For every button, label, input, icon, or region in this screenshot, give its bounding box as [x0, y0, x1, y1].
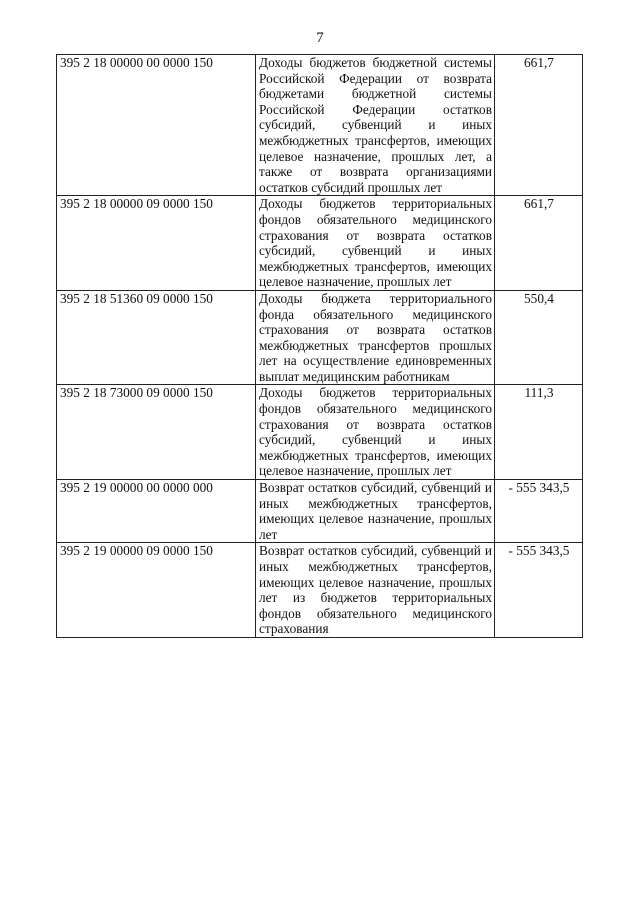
table-row — [57, 290, 583, 385]
table-row — [57, 196, 583, 291]
revenue-description: Возврат остатков субсидий, субвенций и иных межбюджетных трансфертов, имеющих целевое назначение, прошлых лет из бюджетов территориальных фондов обязательного медицинского страхования — [256, 543, 495, 638]
table-row — [57, 480, 583, 543]
amount-value: 111,3 — [495, 385, 583, 480]
amount-value: - 555 343,5 — [495, 480, 583, 543]
budget-revenue-table — [56, 54, 583, 638]
budget-classification-code: 395 2 18 51360 09 0000 150 — [57, 290, 256, 385]
budget-classification-code: 395 2 18 00000 09 0000 150 — [57, 196, 256, 291]
revenue-description: Доходы бюджетов бюджетной системы Российской Федерации от возврата бюджетами бюджетной системы Российской Федерации остатков субсидий, субвенций и иных межбюджетных трансфертов, имеющих целевое назначение, прошлых лет, а также от возврата организациями остатков субсидий прошлых лет — [256, 55, 495, 196]
revenue-description: Доходы бюджета территориального фонда обязательного медицинского страхования от возврата остатков межбюджетных трансфертов прошлых лет на осуществление единовременных выплат медицинским работникам — [256, 290, 495, 385]
page-number: 7 — [316, 30, 324, 46]
table-row — [57, 543, 583, 638]
budget-classification-code: 395 2 19 00000 00 0000 000 — [57, 480, 256, 543]
table-row — [57, 385, 583, 480]
amount-value: 661,7 — [495, 196, 583, 291]
revenue-description: Возврат остатков субсидий, субвенций и иных межбюджетных трансфертов, имеющих целевое назначение, прошлых лет — [256, 480, 495, 543]
budget-classification-code: 395 2 18 00000 00 0000 150 — [57, 55, 256, 196]
table-row — [57, 55, 583, 196]
revenue-description: Доходы бюджетов территориальных фондов обязательного медицинского страхования от возврата остатков субсидий, субвенций и иных межбюджетных трансфертов, имеющих целевое назначение, прошлых лет — [256, 196, 495, 291]
budget-classification-code: 395 2 19 00000 09 0000 150 — [57, 543, 256, 638]
amount-value: 661,7 — [495, 55, 583, 196]
amount-value: - 555 343,5 — [495, 543, 583, 638]
revenue-description: Доходы бюджетов территориальных фондов обязательного медицинского страхования от возврата остатков субсидий, субвенций и иных межбюджетных трансфертов, имеющих целевое назначение, прошлых лет — [256, 385, 495, 480]
amount-value: 550,4 — [495, 290, 583, 385]
budget-classification-code: 395 2 18 73000 09 0000 150 — [57, 385, 256, 480]
